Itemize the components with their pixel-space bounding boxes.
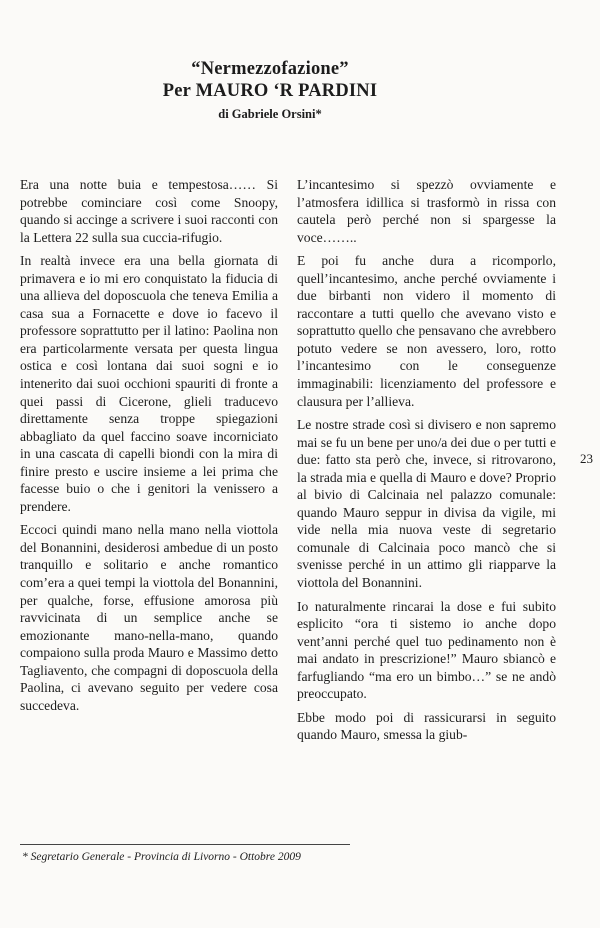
paragraph: Io naturalmente rincarai la dose e fui subito esplicito “ora ti sistemo io anche dopo vent’anni perché quel tuo pedinamento non è mai andato in prescrizione!” Mauro sbiancò e farfugliando “ma ero un bimbo…” se ne andò preoccupato. [297, 598, 556, 702]
article-title-line-1: “Nermezzofazione” [191, 59, 349, 79]
article-author: di Gabriele Orsini* [218, 107, 322, 121]
footnote-divider [20, 844, 350, 845]
paragraph: In realtà invece era una bella giornata di primavera e io mi ero conquistato la fiducia di una allieva del doposcuola che teneva Emilia a casa sua a Fornacette e dove io facevo il professore soprattutto per il latino: Paolina non era particolarmente versata per questa lingua ostica e così lontana dai suoi sogni e io intenerito dai suoi occhioni spauriti di fronte a quei passi di Cicerone, glieli traducevo direttamente senza troppe spiegazioni abbagliato da quel faccino soave incorniciato in una cascata di capelli biondi con la mira di finire presto e uscire insieme a lei prima che facesse buio o che i genitori la venissero a prendere. [20, 253, 278, 514]
page-number: 23 [580, 451, 593, 466]
left-column [20, 176, 278, 720]
right-column [297, 176, 556, 750]
paragraph: E poi fu anche dura a ricomporlo, quell’incantesimo, anche perché ovviamente i due birbanti non videro il momento di raccontare a tutti quello che avevano visto e soprattutto quello che pensavano che avrebbero potuto vedere se non avessero, loro, rotto l’incantesimo con le conseguenze immaginabili: licenziamento del professore e clausura per l’allieva. [297, 253, 556, 409]
paragraph: L’incantesimo si spezzò ovviamente e l’atmosfera idillica si trasformò in rissa con cautela però perché non si spargesse la voce…….. [297, 177, 556, 245]
footnote: * Segretario Generale - Provincia di Livorno - Ottobre 2009 [22, 851, 301, 863]
paragraph: Ebbe modo poi di rassicurarsi in seguito quando Mauro, smessa la giub- [297, 709, 556, 743]
paragraph: Le nostre strade così si divisero e non sapremo mai se fu un bene per uno/a dei due o per tutti e due: fatto sta però che, invece, si ritrovarono, la strada mia e quella di Mauro e dove? Proprio al bivio di Calcinaia nel palazzo comunale: quando Mauro seppur in divisa da vigile, mi vide nella mia nuova veste di segretario comunale di Calcinaia poco mancò che si svenisse perché in un attimo gli riapparve la viottola del Bonannini. [297, 417, 556, 591]
article-header [0, 58, 540, 123]
paragraph: Era una notte buia e tempestosa…… Si potrebbe cominciare così come Snoopy, quando si accinge a scrivere i suoi racconti con la Lettera 22 sulla sua cuccia-rifugio. [20, 177, 278, 245]
article-title-line-2: Per MAURO ‘R PARDINI [162, 81, 378, 101]
paragraph: Eccoci quindi mano nella mano nella viottola del Bonannini, desiderosi ambedue di un posto tranquillo e solitario e anche romantico com’era a quei tempi la viottola del Bonannini, per qualche, forse, effusione amorosa più ravvicinata di un semplice anche se emozionante mano-nella-mano, quando compaiono sulla proda Mauro e Massimo detto Tagliavento, che compagni di doposcuola della Paolina, ci avevano seguito per vedere cosa succedeva. [20, 522, 278, 713]
